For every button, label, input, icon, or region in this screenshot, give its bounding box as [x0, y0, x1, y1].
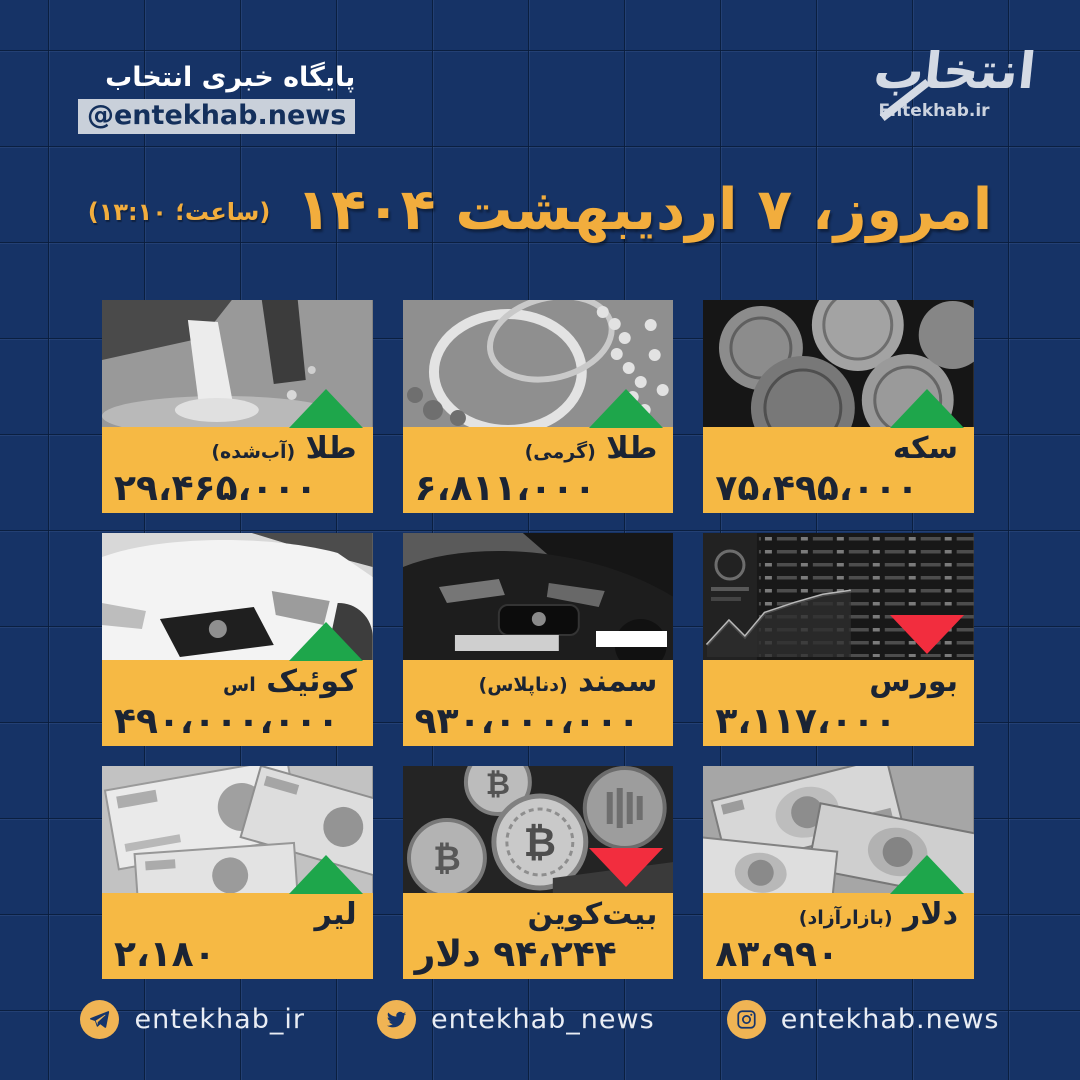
- btc-glyph: ₿: [432, 838, 461, 880]
- trend-indicator: [589, 389, 663, 428]
- time-label: (ساعت؛ ۱۳:۱۰): [87, 198, 271, 226]
- btc-glyph: ₿: [523, 819, 556, 867]
- asset-name: دلار (بازارآزاد): [798, 897, 958, 932]
- brand-block: [78, 62, 355, 134]
- card-samand: [403, 533, 674, 746]
- instagram-handle: entekhab.news: [780, 1004, 1000, 1035]
- asset-name: طلا (آب‌شده): [211, 431, 357, 466]
- price-panel: [703, 427, 974, 513]
- twitter-icon: [377, 1000, 416, 1039]
- instagram-link[interactable]: [727, 1000, 1000, 1039]
- card-bourse: [703, 533, 974, 746]
- telegram-handle: entekhab_ir: [134, 1004, 305, 1035]
- trend-indicator: [289, 855, 363, 894]
- entekhab-logo: [871, 42, 1039, 121]
- price-cards-grid: [102, 300, 974, 979]
- card-coin: [703, 300, 974, 513]
- date-title: امروز، ۷ اردیبهشت ۱۴۰۴: [296, 177, 993, 243]
- trend-indicator: [890, 855, 964, 894]
- asset-name: کوئیک اس: [223, 664, 357, 699]
- brand-title: پایگاه خبری انتخاب: [105, 62, 356, 93]
- asset-price: ۹۴،۲۴۴ دلار: [414, 933, 617, 975]
- asset-price: ۸۳،۹۹۰: [715, 933, 839, 975]
- price-panel: [703, 893, 974, 979]
- card-gold-melted: [102, 300, 373, 513]
- social-footer: [0, 1000, 1080, 1039]
- asset-name: بورس: [869, 664, 958, 699]
- trend-indicator: [890, 389, 964, 428]
- asset-price: ۷۵،۴۹۵،۰۰۰: [715, 467, 919, 509]
- trend-indicator: [289, 622, 363, 661]
- asset-price: ۲۹،۴۶۵،۰۰۰: [114, 467, 318, 509]
- price-panel: [102, 893, 373, 979]
- card-bitcoin: [403, 766, 674, 979]
- price-panel: [403, 660, 674, 746]
- asset-price: ۴۹۰،۰۰۰،۰۰۰: [114, 700, 340, 742]
- card-lira: [102, 766, 373, 979]
- card-dollar: [703, 766, 974, 979]
- twitter-handle: entekhab_news: [430, 1004, 655, 1035]
- price-panel: [403, 427, 674, 513]
- brand-handle-badge: @entekhab.news: [78, 99, 355, 134]
- asset-price: ۲،۱۸۰: [114, 933, 216, 975]
- asset-name: سمند (دناپلاس): [478, 664, 658, 699]
- instagram-icon: [727, 1000, 766, 1039]
- twitter-link[interactable]: [377, 1000, 655, 1039]
- asset-price: ۳،۱۱۷،۰۰۰: [715, 700, 897, 742]
- asset-name: بیت‌کوین: [527, 897, 658, 932]
- price-panel: [102, 427, 373, 513]
- asset-name: طلا (گرمی): [524, 431, 658, 466]
- logo-domain: Entekhab.ir: [878, 101, 990, 121]
- logo-calligraphy: انتخاب: [871, 42, 1039, 100]
- price-panel: [102, 660, 373, 746]
- price-panel: [403, 893, 674, 979]
- asset-price: ۹۳۰،۰۰۰،۰۰۰: [414, 700, 640, 742]
- telegram-icon: [80, 1000, 119, 1039]
- trend-indicator: [596, 631, 667, 647]
- trend-indicator: [289, 389, 363, 428]
- trend-indicator: [589, 848, 663, 887]
- asset-name: سکه: [892, 431, 958, 466]
- price-panel: [703, 660, 974, 746]
- card-quick-s: [102, 533, 373, 746]
- date-title-row: [0, 178, 1080, 244]
- asset-price: ۶،۸۱۱،۰۰۰: [414, 467, 596, 509]
- asset-name: لیر: [314, 897, 357, 932]
- btc-glyph: ₿: [485, 766, 510, 803]
- trend-indicator: [890, 615, 964, 654]
- telegram-link[interactable]: [80, 1000, 304, 1039]
- card-gold-gram: [403, 300, 674, 513]
